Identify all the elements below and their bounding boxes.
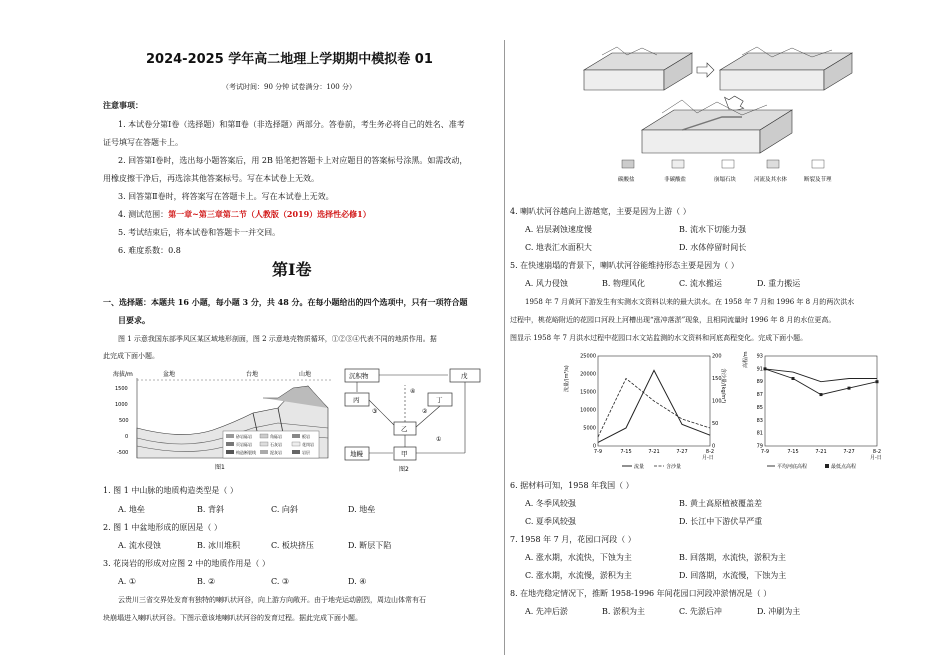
y-tick-label: 85 [756, 404, 763, 411]
q7-stem: 7. 1958 年 7 月，花园口河段（ ） [510, 535, 636, 544]
legend-item: 泥灰岩 [270, 450, 282, 455]
x-tick-label: 7-9 [593, 449, 603, 455]
y-tick-label: 81 [756, 430, 763, 437]
fig1-tick: -500 [117, 450, 129, 456]
y-tick-label: 87 [756, 392, 763, 399]
q4-option-d[interactable]: D. 水体停留时间长 [679, 243, 747, 252]
y-tick-label: 25000 [580, 353, 596, 360]
q1-option-a[interactable]: A. 地垒 [118, 505, 145, 514]
intro3-a: 1958 年 7 月黄河下游发生有实测水文资料以来的最大洪水。在 1958 年 7 月和 1996 年 8 月的两次洪水 [525, 298, 855, 306]
fig3-legend-noncarbonate: 非碳酸盐 [664, 177, 687, 183]
q7-option-b[interactable]: B. 回落期，水流快，淤积为主 [679, 553, 786, 562]
chartA-legend-sed: 含沙量 [666, 464, 682, 470]
fig3-legend-rocks: 崩塌石块 [714, 177, 737, 183]
note-4-prefix: 4. 测试范围： [118, 210, 169, 219]
y2-tick-label: 150 [712, 376, 722, 382]
intro2-b: 块崩塌进入喇叭状河谷。下图示意该地喇叭状河谷的发育过程。据此完成下面小题。 [103, 614, 362, 622]
y2-tick-label: 100 [712, 398, 722, 405]
fig1-tick: 500 [119, 418, 129, 424]
chartB-legend-min: 最低点高程 [831, 464, 857, 470]
q3-stem: 3. 花岗岩的形成对应图 2 中的地质作用是（ ） [103, 559, 270, 568]
q8-option-c[interactable]: C. 先淤后冲 [679, 607, 722, 616]
q2-option-a[interactable]: A. 流水侵蚀 [118, 541, 161, 550]
page-title: 2024-2025 学年高二地理上学期期中模拟卷 01 [146, 52, 433, 67]
q3-option-c[interactable]: C. ③ [271, 577, 290, 586]
fig1-tick: 1000 [115, 402, 128, 408]
y-tick-label: 89 [756, 379, 763, 386]
chart-riverbed-elevation [737, 348, 897, 470]
x-tick-label: 7-15 [620, 449, 632, 455]
y-tick-label: 15000 [580, 389, 596, 396]
q1-option-c[interactable]: C. 向斜 [271, 505, 298, 514]
q5-option-d[interactable]: D. 重力搬运 [757, 279, 801, 288]
fig1-tick: 1500 [115, 386, 128, 392]
series-line-avg-bed [765, 369, 877, 382]
chartB-legend-avg: 平均河底高程 [777, 464, 808, 470]
q6-option-c[interactable]: C. 夏季风较强 [525, 517, 576, 526]
q2-stem: 2. 图 1 中盆地形成的原因是（ ） [103, 523, 222, 532]
q5-option-c[interactable]: C. 流水搬运 [679, 279, 722, 288]
y2-tick-label: 50 [712, 421, 719, 427]
arrow-label-1: ① [436, 436, 442, 443]
min-bed-point [876, 380, 879, 383]
q8-option-a[interactable]: A. 先冲后淤 [525, 607, 568, 616]
intro1-a: 图 1 示意我国东部季风区某区域地形剖面，图 2 示意地壳物质循环，①②③④代表不同的地质作用。据 [118, 335, 437, 343]
q7-option-c[interactable]: C. 涨水期，水流慢，淤积为主 [525, 571, 632, 580]
legend-item: 板岩 [302, 434, 310, 439]
node-bing: 丙 [353, 396, 360, 404]
intro3-c: 图显示 1958 年 7 月洪水过程中花园口水文站监测的水文资料和河底高程变化。完成下面小题。 [510, 334, 808, 342]
q2-option-c[interactable]: C. 板块挤压 [271, 541, 314, 550]
y-tick-label: 93 [756, 353, 763, 360]
x-tick-label: 8-2 [705, 449, 715, 455]
q1-option-d[interactable]: D. 地垒 [348, 505, 376, 514]
x-tick-label: 7-21 [648, 449, 660, 455]
q6-option-b[interactable]: B. 黄土高原植被覆盖差 [679, 499, 762, 508]
notes-heading: 注意事项： [103, 100, 143, 110]
q3-option-a[interactable]: A. ① [118, 577, 137, 586]
x-tick-label: 7-15 [787, 449, 799, 455]
q4-option-c[interactable]: C. 地表汇水面积大 [525, 243, 592, 252]
fig1-tick: 0 [125, 434, 129, 440]
q4-option-b[interactable]: B. 流水下切能力强 [679, 225, 746, 234]
fig3-legend-fault: 断裂及节理 [804, 177, 832, 183]
note-2a: 2. 回答第Ⅰ卷时，选出每小题答案后，用 2B 铅笔把答题卡上对应题目的答案标号涂黑。如需改动， [118, 156, 468, 165]
section-rule-b: 目要求。 [118, 315, 150, 325]
arrow-label-4: ④ [410, 388, 416, 395]
y2-tick-label: 200 [712, 353, 722, 360]
fig3-legend-river: 河流及其水体 [754, 177, 788, 183]
note-6: 6. 难度系数：0.8 [118, 246, 181, 255]
q5-option-b[interactable]: B. 物理风化 [602, 279, 645, 288]
exam-info: （考试时间：90 分钟 试卷满分：100 分） [222, 83, 356, 91]
note-2b: 用橡皮擦干净后，再选涂其他答案标号。写在本试卷上无效。 [103, 174, 319, 183]
fig1-label-basin: 盆地 [163, 371, 176, 378]
y-tick-label: 91 [756, 366, 763, 373]
chartB-xunit: 月-日 [870, 455, 882, 461]
fig1-label-mountain: 山地 [299, 371, 312, 378]
intro3-b: 过程中，桃花峪附近的花园口河段上河槽出现“涨冲落淤”现象，且相同流量时 1996 年 8 月的水位更高。 [510, 316, 836, 324]
section-rule-a: 一、选择题：本题共 16 小题，每小题 3 分，共 48 分。在每小题给出的四个选项中，只有一项符合题 [103, 297, 468, 307]
note-4 [118, 209, 371, 220]
min-bed-point [792, 377, 795, 380]
node-ding: 丁 [436, 396, 443, 404]
fig1-caption: 图1 [215, 464, 225, 471]
y-tick-label: 79 [756, 443, 763, 450]
y-tick-label: 0 [592, 443, 596, 450]
legend-item: 岩层 [302, 450, 310, 455]
q1-option-b[interactable]: B. 背斜 [197, 505, 224, 514]
node-sediment: 沉积物 [349, 372, 369, 380]
intro1-b: 此完成下面小题。 [103, 352, 159, 360]
q4-option-a[interactable]: A. 岩层剥蚀速度慢 [525, 225, 592, 234]
x-tick-label: 8-2 [872, 449, 882, 455]
figure-3-valley [582, 45, 872, 190]
chart-discharge-sediment [562, 348, 737, 470]
intro2-a: 云贵川三省交界处发育有独特的喇叭状河谷，向上游方向敞开。由于地壳运动剧烈，周边山体常有石 [118, 596, 426, 604]
note-3: 3. 回答第Ⅱ卷时，将答案写在答题卡上。写在本试卷上无效。 [118, 192, 334, 201]
chartA-legend-flow: 流量 [634, 464, 645, 470]
arrow-label-3: ③ [372, 408, 378, 415]
chartA-xunit: 月-日 [702, 455, 714, 461]
note-5: 5. 考试结束后，将本试卷和答题卡一并交回。 [118, 228, 281, 237]
y2-tick-label: 0 [712, 443, 716, 450]
legend-item: 构造断裂线 [236, 450, 256, 455]
y-tick-label: 20000 [580, 371, 596, 378]
q5-stem: 5. 在快速崩塌的背景下，喇叭状河谷能维持形态主要是因为（ ） [510, 261, 739, 270]
figure-2-cycle [342, 365, 492, 475]
fig1-yaxis-label: 海拔/m [113, 371, 133, 378]
x-tick-label: 7-21 [815, 449, 827, 455]
q1-stem: 1. 图 1 中山脉的地质构造类型是（ ） [103, 486, 238, 495]
q6-option-d[interactable]: D. 长江中下游伏旱严重 [679, 517, 763, 526]
block-stage-1 [584, 47, 692, 90]
q7-option-d[interactable]: D. 回落期，水流慢，下蚀为主 [679, 571, 787, 580]
q3-option-d[interactable]: D. ④ [348, 577, 367, 586]
q8-option-b[interactable]: B. 淤积为主 [602, 607, 645, 616]
note-1b: 证号填写在答题卡上。 [103, 138, 183, 147]
q7-option-a[interactable]: A. 涨水期，水流快，下蚀为主 [525, 553, 632, 562]
chartB-ylabel: 高程/m [743, 351, 749, 368]
x-tick-label: 7-27 [843, 449, 855, 455]
block-stage-3 [642, 100, 792, 153]
min-bed-point [820, 393, 823, 396]
x-tick-label: 7-27 [676, 449, 688, 455]
q5-option-a[interactable]: A. 风力侵蚀 [525, 279, 568, 288]
legend-item: 砂岩砾岩 [236, 434, 252, 439]
q8-stem: 8. 在地壳稳定情况下，推断 1958-1996 年间花园口河段冲淤情况是（ ） [510, 589, 772, 598]
chartA-ylabel2: 含沙量/(kg/m³) [720, 368, 726, 404]
q3-option-b[interactable]: B. ② [197, 577, 216, 586]
arrow-label-2: ② [422, 408, 428, 415]
test-range: 第一章~第三章第二节（人教版（2019）选择性必修1） [168, 209, 371, 219]
q6-option-a[interactable]: A. 冬季风较强 [525, 499, 576, 508]
fig3-legend-carbonate: 碳酸盐 [618, 177, 635, 183]
legend-item: 花岗岩 [302, 442, 314, 447]
legend-item: 角砾岩 [270, 434, 282, 439]
node-wu: 戊 [461, 372, 468, 380]
figure-1-profile [103, 368, 333, 473]
y-tick-label: 83 [756, 417, 763, 424]
node-jia: 甲 [401, 450, 408, 458]
right-column [507, 0, 950, 672]
chartA-ylabel: 流量/(m³/s) [564, 365, 570, 392]
note-1a: 1. 本试卷分第Ⅰ卷（选择题）和第Ⅱ卷（非选择题）两部分。答卷前，考生务必将自己的姓名、准考 [118, 120, 465, 129]
q6-stem: 6. 据材料可知，1958 年我国（ ） [510, 481, 634, 490]
legend-item: 石灰岩 [270, 442, 282, 447]
node-mantle: 地幔 [350, 450, 363, 458]
min-bed-point [848, 387, 851, 390]
block-stage-2 [720, 47, 852, 90]
q2-option-d[interactable]: D. 断层下陷 [348, 541, 392, 550]
x-tick-label: 7-9 [760, 449, 770, 455]
fig2-caption: 图2 [399, 466, 409, 473]
q8-option-d[interactable]: D. 冲刷为主 [757, 607, 801, 616]
legend-item: 页岩砾岩 [236, 442, 252, 447]
y-tick-label: 5000 [583, 425, 596, 432]
fig1-label-terrace: 台地 [246, 371, 259, 378]
section-title: 第Ⅰ卷 [272, 260, 312, 279]
y-tick-label: 10000 [580, 407, 596, 414]
q4-stem: 4. 喇叭状河谷越向上游越宽，主要是因为上游（ ） [510, 207, 691, 216]
node-yi: 乙 [401, 425, 408, 433]
series-line-flow [598, 370, 710, 442]
min-bed-point [764, 367, 767, 370]
q2-option-b[interactable]: B. 冰川堆积 [197, 541, 240, 550]
